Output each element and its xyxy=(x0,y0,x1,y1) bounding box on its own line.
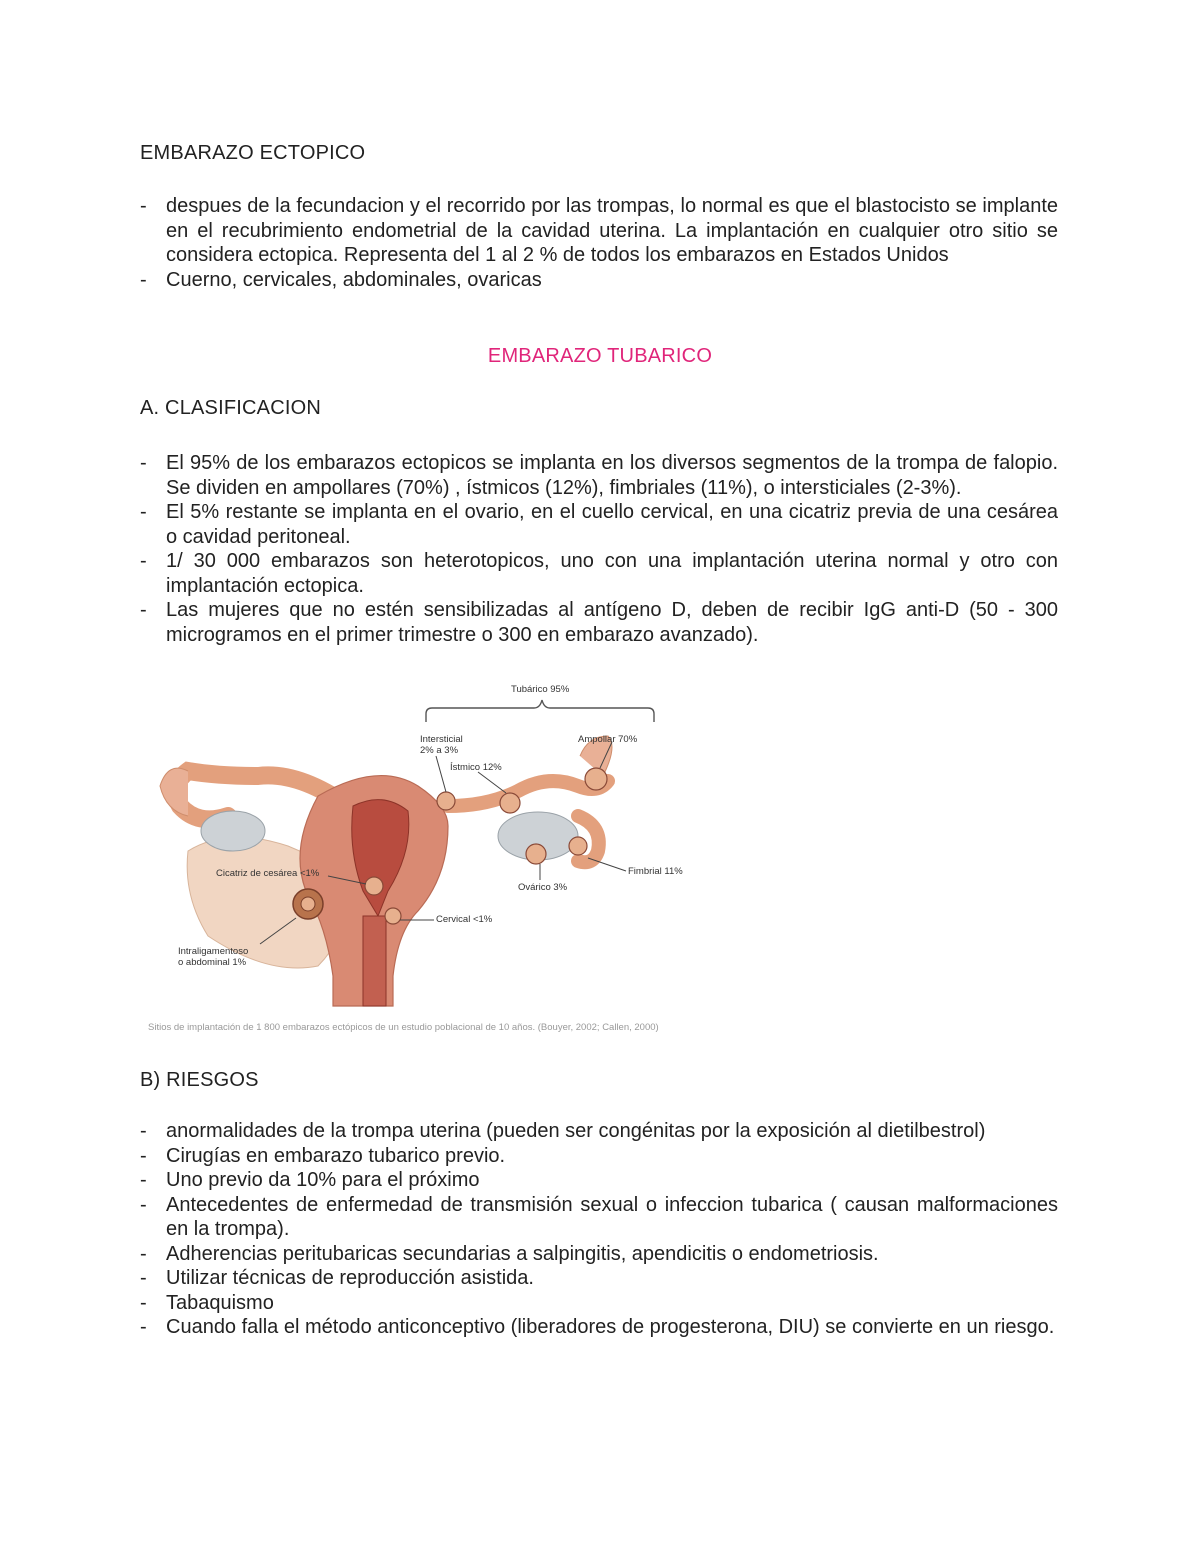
label-abdominal: Intraligamentoso o abdominal 1% xyxy=(178,946,249,968)
figure-caption: Sitios de implantación de 1 800 embarazos ectópicos de un estudio poblacional de 10 años. (Bouyer, 2002; Callen, 2000) xyxy=(148,1022,659,1033)
list-item: - Cirugías en embarazo tubarico previo. xyxy=(140,1144,1058,1169)
label-intersticial: Intersticial 2% a 3% xyxy=(420,734,463,756)
list-item: - anormalidades de la trompa uterina (pueden ser congénitas por la exposición al dietilbestrol) xyxy=(140,1119,1058,1144)
classification-list xyxy=(140,451,1058,647)
document-title: EMBARAZO ECTOPICO xyxy=(140,142,366,164)
list-item: - Cuando falla el método anticonceptivo (liberadores de progesterona, DIU) se convierte en un riesgo. xyxy=(140,1315,1058,1340)
list-item: - despues de la fecundacion y el recorrido por las trompas, lo normal es que el blastocisto se implante en el recubrimiento endometrial de la cavidad uterina. La implantación en cualquier otro sitio se considera ectopica. Representa del 1 al 2 % de todos los embarazos en Estados Unidos xyxy=(140,194,1058,268)
list-item: - Uno previo da 10% para el próximo xyxy=(140,1168,1058,1193)
label-cervical: Cervical <1% xyxy=(436,914,493,925)
ectopic-sites-figure xyxy=(148,676,748,1046)
intro-list xyxy=(140,194,1058,292)
list-item: - Las mujeres que no estén sensibilizadas al antígeno D, deben de recibir IgG anti-D (50 - 300 microgramos en el primer trimestre o 300 en embarazo avanzado). xyxy=(140,598,1058,647)
label-tubario: Tubárico 95% xyxy=(511,684,570,695)
label-fimbrial: Fimbrial 11% xyxy=(628,866,683,877)
list-item: - Utilizar técnicas de reproducción asistida. xyxy=(140,1266,1058,1291)
label-cicatriz: Cicatriz de cesárea <1% xyxy=(216,868,320,879)
risks-list xyxy=(140,1119,1058,1340)
list-item: - El 95% de los embarazos ectopicos se implanta en los diversos segmentos de la trompa de falopio. Se dividen en ampollares (70%) , ístmicos (12%), fimbriales (11%), o intersticiales (2-3%). xyxy=(140,451,1058,500)
list-item: - Antecedentes de enfermedad de transmisión sexual o infeccion tubarica ( causan malformaciones en la trompa). xyxy=(140,1193,1058,1242)
list-item: - 1/ 30 000 embarazos son heterotopicos, uno con una implantación uterina normal y otro con implantación ectopica. xyxy=(140,549,1058,598)
section-title: EMBARAZO TUBARICO xyxy=(487,345,713,367)
list-item: - El 5% restante se implanta en el ovario, en el cuello cervical, en una cicatriz previa de una cesárea o cavidad peritoneal. xyxy=(140,500,1058,549)
label-istmico: Ístmico 12% xyxy=(450,762,502,773)
list-item: - Cuerno, cervicales, abdominales, ovaricas xyxy=(140,268,1058,293)
list-item: - Adherencias peritubaricas secundarias a salpingitis, apendicitis o endometriosis. xyxy=(140,1242,1058,1267)
list-item: - Tabaquismo xyxy=(140,1291,1058,1316)
label-ampollar: Ampollar 70% xyxy=(578,734,638,745)
classification-heading: A. CLASIFICACION xyxy=(140,397,322,419)
uterus-illustration xyxy=(148,676,748,1021)
label-ovarico: Ovárico 3% xyxy=(518,882,568,893)
risks-heading: B) RIESGOS xyxy=(140,1069,259,1091)
